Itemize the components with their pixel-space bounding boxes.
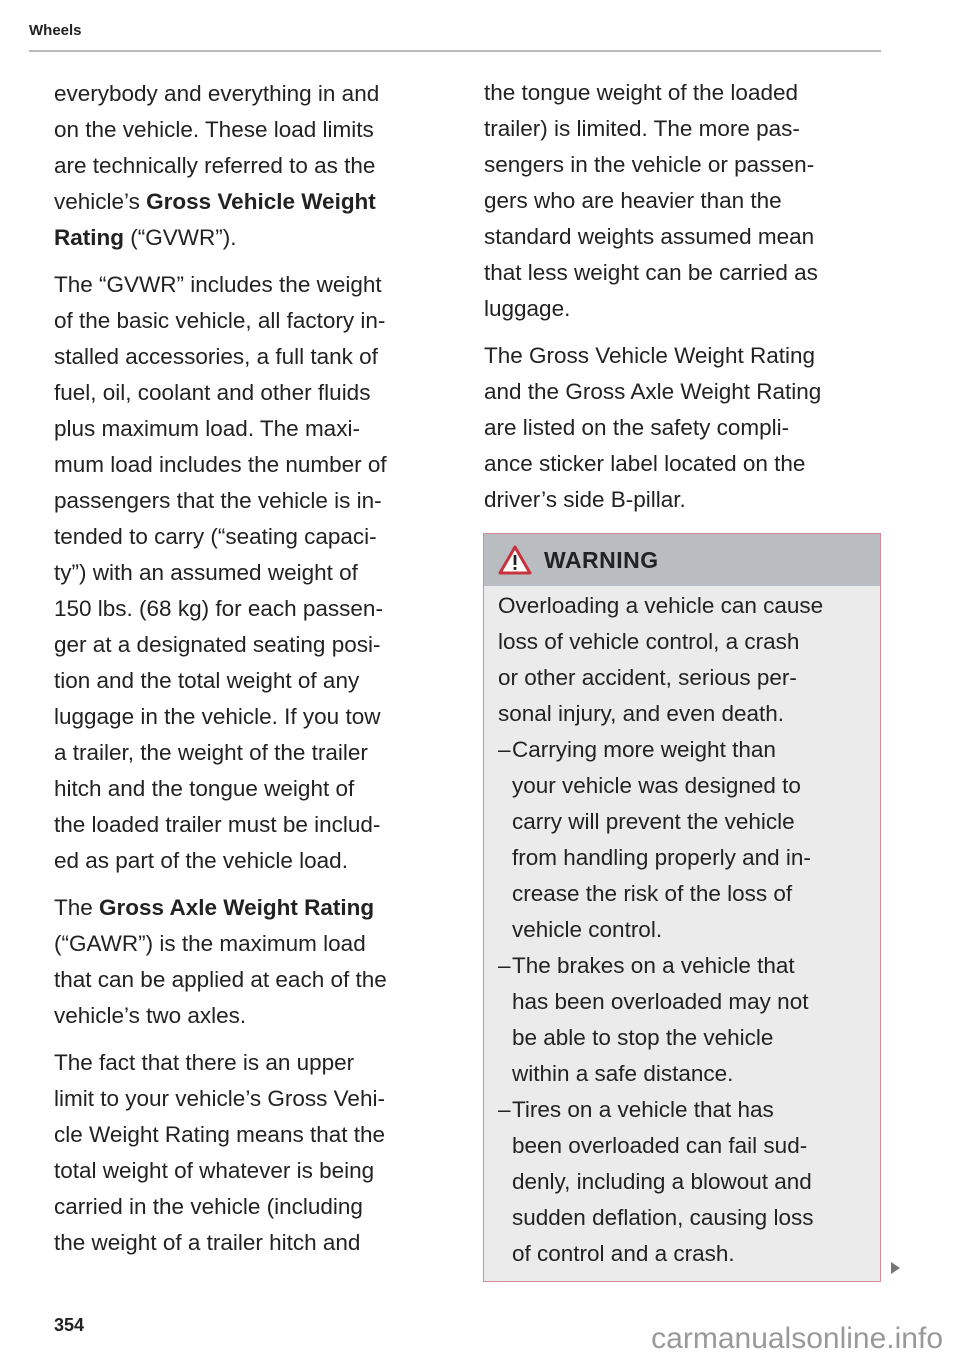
left-column bbox=[54, 76, 434, 1272]
warning-text-line: Tires on a vehicle that has bbox=[512, 1097, 774, 1122]
paragraph bbox=[54, 890, 434, 1034]
text-segment: ger at a designated seating posi- bbox=[54, 632, 381, 657]
text-line bbox=[54, 267, 434, 303]
warning-text-line: The brakes on a vehicle that bbox=[512, 953, 795, 978]
continue-arrow-icon bbox=[891, 1262, 900, 1274]
text-segment: passengers that the vehicle is in- bbox=[54, 488, 382, 513]
text-line bbox=[54, 1117, 434, 1153]
text-segment: driver’s side B-pillar. bbox=[484, 487, 686, 512]
text-segment: on the vehicle. These load limits bbox=[54, 117, 374, 142]
warning-list-item bbox=[498, 732, 880, 948]
text-line bbox=[54, 303, 434, 339]
text-segment: total weight of whatever is being bbox=[54, 1158, 375, 1183]
warning-title: WARNING bbox=[544, 546, 659, 573]
warning-text-line: denly, including a blowout and bbox=[512, 1169, 812, 1194]
paragraph bbox=[54, 1045, 434, 1261]
text-line bbox=[54, 890, 434, 926]
text-segment: luggage in the vehicle. If you tow bbox=[54, 704, 381, 729]
text-line bbox=[54, 1045, 434, 1081]
warning-text-line: within a safe distance. bbox=[512, 1061, 734, 1086]
text-segment: The Gross Vehicle Weight Rating bbox=[484, 343, 815, 368]
text-segment: vehicle’s bbox=[54, 189, 147, 214]
text-line bbox=[54, 76, 434, 112]
warning-header bbox=[484, 534, 880, 586]
text-segment: tended to carry (“seating capaci- bbox=[54, 524, 377, 549]
text-line bbox=[54, 411, 434, 447]
dash-bullet: – bbox=[498, 737, 511, 762]
warning-triangle-icon bbox=[498, 545, 532, 575]
paragraph bbox=[484, 75, 874, 327]
text-line bbox=[484, 374, 874, 410]
text-segment: everybody and everything in and bbox=[54, 81, 380, 106]
paragraph bbox=[54, 267, 434, 879]
right-column bbox=[484, 75, 874, 529]
page-number: 354 bbox=[54, 1315, 85, 1335]
text-segment: The fact that there is an upper bbox=[54, 1050, 355, 1075]
text-line bbox=[54, 148, 434, 184]
text-line bbox=[54, 555, 434, 591]
warning-text-line: be able to stop the vehicle bbox=[512, 1025, 774, 1050]
text-line bbox=[484, 291, 874, 327]
dash-bullet: – bbox=[498, 953, 511, 978]
text-line bbox=[54, 699, 434, 735]
text-line bbox=[54, 663, 434, 699]
text-segment: the loaded trailer must be includ- bbox=[54, 812, 381, 837]
text-line bbox=[484, 338, 874, 374]
text-segment: hitch and the tongue weight of bbox=[54, 776, 355, 801]
text-segment: the tongue weight of the loaded bbox=[484, 80, 799, 105]
text-segment: ed as part of the vehicle load. bbox=[54, 848, 348, 873]
text-segment: cle Weight Rating means that the bbox=[54, 1122, 386, 1147]
warning-text-line: Overloading a vehicle can cause bbox=[498, 593, 824, 618]
text-line bbox=[54, 591, 434, 627]
text-line bbox=[54, 1081, 434, 1117]
text-segment: that can be applied at each of the bbox=[54, 967, 387, 992]
warning-text-line: crease the risk of the loss of bbox=[512, 881, 793, 906]
warning-text-line: of control and a crash. bbox=[512, 1241, 735, 1266]
text-line bbox=[484, 410, 874, 446]
text-line bbox=[54, 926, 434, 962]
text-segment: sengers in the vehicle or passen- bbox=[484, 152, 815, 177]
bold-term: Rating bbox=[54, 225, 124, 250]
text-segment: (“GAWR”) is the maximum load bbox=[54, 931, 366, 956]
text-line bbox=[54, 962, 434, 998]
warning-text-line: Carrying more weight than bbox=[512, 737, 776, 762]
text-segment: The bbox=[54, 895, 100, 920]
text-line bbox=[54, 519, 434, 555]
text-line bbox=[484, 75, 874, 111]
text-segment: stalled accessories, a full tank of bbox=[54, 344, 378, 369]
warning-list-item bbox=[498, 948, 880, 1092]
warning-text-line: from handling properly and in- bbox=[512, 845, 811, 870]
warning-box bbox=[483, 533, 881, 1282]
watermark: carmanualsonline.info bbox=[651, 1322, 943, 1355]
text-segment: are listed on the safety compli- bbox=[484, 415, 790, 440]
text-segment: a trailer, the weight of the trailer bbox=[54, 740, 368, 765]
text-segment: 150 lbs. (68 kg) for each passen- bbox=[54, 596, 383, 621]
text-line bbox=[54, 483, 434, 519]
text-segment: fuel, oil, coolant and other fluids bbox=[54, 380, 371, 405]
text-segment: gers who are heavier than the bbox=[484, 188, 782, 213]
warning-text-line: or other accident, serious per- bbox=[498, 665, 797, 690]
text-segment: ty”) with an assumed weight of bbox=[54, 560, 358, 585]
text-line bbox=[54, 112, 434, 148]
text-line bbox=[54, 184, 434, 220]
text-line bbox=[54, 1153, 434, 1189]
paragraph bbox=[54, 76, 434, 256]
warning-text-line: your vehicle was designed to bbox=[512, 773, 801, 798]
warning-text-line: vehicle control. bbox=[512, 917, 663, 942]
dash-bullet: – bbox=[498, 1097, 511, 1122]
text-segment: that less weight can be carried as bbox=[484, 260, 818, 285]
warning-text-line: sudden deflation, causing loss bbox=[512, 1205, 814, 1230]
text-line bbox=[484, 446, 874, 482]
bold-term: Gross Vehicle Weight bbox=[146, 189, 376, 214]
header-divider bbox=[29, 50, 881, 52]
warning-text-line: been overloaded can fail sud- bbox=[512, 1133, 808, 1158]
text-line bbox=[484, 255, 874, 291]
text-line bbox=[54, 1189, 434, 1225]
text-segment: (“GVWR”). bbox=[124, 225, 237, 250]
text-line bbox=[54, 627, 434, 663]
text-segment: carried in the vehicle (including bbox=[54, 1194, 363, 1219]
text-line bbox=[54, 339, 434, 375]
warning-list-item bbox=[498, 1092, 880, 1272]
text-segment: limit to your vehicle’s Gross Vehi- bbox=[54, 1086, 385, 1111]
text-segment: and the Gross Axle Weight Rating bbox=[484, 379, 822, 404]
text-segment: of the basic vehicle, all factory in- bbox=[54, 308, 386, 333]
text-line bbox=[54, 998, 434, 1034]
text-segment: mum load includes the number of bbox=[54, 452, 387, 477]
section-header: Wheels bbox=[29, 22, 82, 39]
text-line bbox=[484, 482, 874, 518]
warning-text-line: has been overloaded may not bbox=[512, 989, 809, 1014]
text-segment: are technically referred to as the bbox=[54, 153, 376, 178]
warning-text-line: sonal injury, and even death. bbox=[498, 701, 785, 726]
text-segment: plus maximum load. The maxi- bbox=[54, 416, 360, 441]
text-line bbox=[54, 447, 434, 483]
warning-body bbox=[484, 588, 880, 1272]
text-segment: The “GVWR” includes the weight bbox=[54, 272, 382, 297]
text-line bbox=[484, 111, 874, 147]
bold-term: Gross Axle Weight Rating bbox=[99, 895, 375, 920]
text-segment: tion and the total weight of any bbox=[54, 668, 360, 693]
text-segment: trailer) is limited. The more pas- bbox=[484, 116, 800, 141]
text-line bbox=[484, 219, 874, 255]
text-line bbox=[54, 843, 434, 879]
text-line bbox=[54, 807, 434, 843]
paragraph bbox=[484, 338, 874, 518]
text-segment: the weight of a trailer hitch and bbox=[54, 1230, 361, 1255]
text-segment: ance sticker label located on the bbox=[484, 451, 806, 476]
text-line bbox=[54, 375, 434, 411]
text-line bbox=[54, 220, 434, 256]
text-segment: vehicle’s two axles. bbox=[54, 1003, 247, 1028]
warning-text-line: carry will prevent the vehicle bbox=[512, 809, 795, 834]
text-line bbox=[54, 771, 434, 807]
text-line bbox=[54, 735, 434, 771]
text-segment: luggage. bbox=[484, 296, 571, 321]
warning-text-line: loss of vehicle control, a crash bbox=[498, 629, 800, 654]
text-segment: standard weights assumed mean bbox=[484, 224, 815, 249]
text-line bbox=[484, 147, 874, 183]
text-line bbox=[54, 1225, 434, 1261]
text-line bbox=[484, 183, 874, 219]
